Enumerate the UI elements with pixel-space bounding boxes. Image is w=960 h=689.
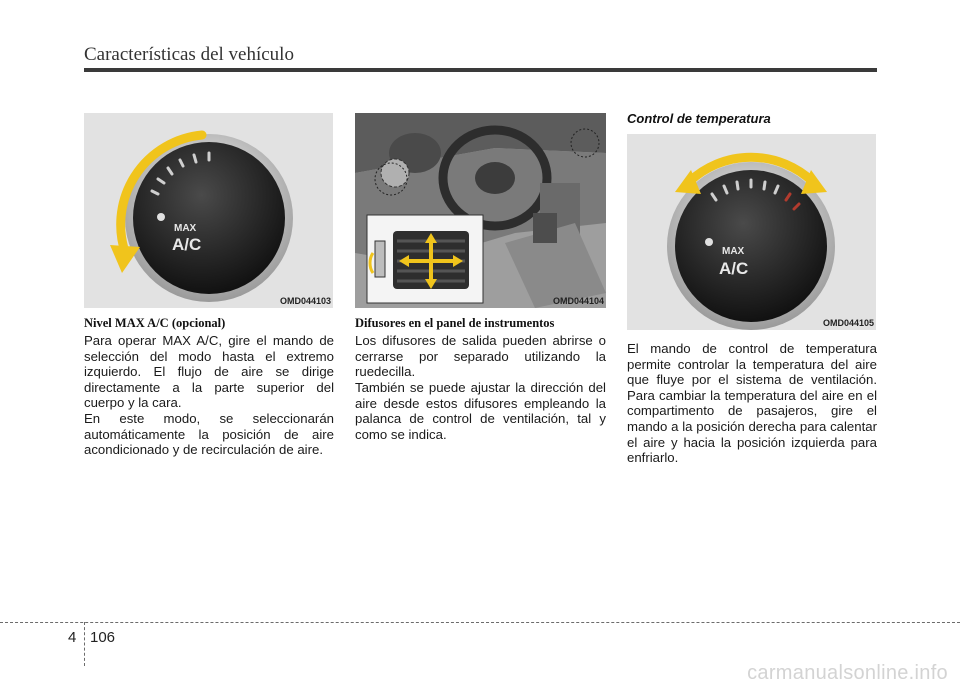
page-header-title: Características del vehículo xyxy=(84,44,294,65)
section-number: 4 xyxy=(68,629,77,646)
watermark: carmanualsonline.info xyxy=(747,662,948,684)
figure-code: OMD044104 xyxy=(552,296,604,306)
max-ac-knob-label: A/C xyxy=(172,235,202,254)
figure-max-ac-knob xyxy=(84,113,333,308)
header-rule xyxy=(84,68,877,72)
max-ac-knob-illustration xyxy=(84,113,333,308)
paragraph: También se puede ajustar la dirección del aire desde estos difusores empleando la palanca de control de ventilación, tal y como se indica. xyxy=(355,380,606,442)
paragraph: El mando de control de temperatura permite controlar la temperatura del aire que fluye por el sistema de ventilación. Para cambiar la temperatura del aire en el compartimento de pasajeros, gire el mando a la posición derecha para calentar el aire y hacia la posición izquierda para enfriarlo. xyxy=(627,341,877,466)
figure-code: OMD044103 xyxy=(279,296,331,306)
section-heading-vents: Difusores en el panel de instrumentos xyxy=(355,316,555,330)
arrow-icon xyxy=(110,245,140,273)
temperature-knob-illustration xyxy=(627,134,876,330)
figure-temperature-knob xyxy=(627,134,876,330)
page-number: 106 xyxy=(90,629,116,646)
paragraph: Los difusores de salida pueden abrirse o cerrarse por separado utilizando la ruedecilla. xyxy=(355,333,606,380)
temperature-knob-label: A/C xyxy=(719,259,749,278)
footer-divider xyxy=(84,622,85,666)
paragraph: En este modo, se seleccionarán automáticamente la posición de aire acondicionado y de recirculación de aire. xyxy=(84,411,334,458)
svg-text:MAX: MAX xyxy=(722,246,745,257)
dashboard-illustration xyxy=(355,113,606,308)
section-heading-temperature: Control de temperatura xyxy=(627,111,771,126)
svg-text:MAX: MAX xyxy=(174,223,197,234)
footer-rule xyxy=(0,622,960,623)
section-heading-max-ac: Nivel MAX A/C (opcional) xyxy=(84,316,226,330)
figure-code: OMD044105 xyxy=(822,318,874,328)
figure-dashboard-vents xyxy=(355,113,606,308)
paragraph: Para operar MAX A/C, gire el mando de selección del modo hasta el extremo izquierdo. El flujo de aire se dirige directamente a la parte superior del cuerpo y la cara. xyxy=(84,333,334,411)
